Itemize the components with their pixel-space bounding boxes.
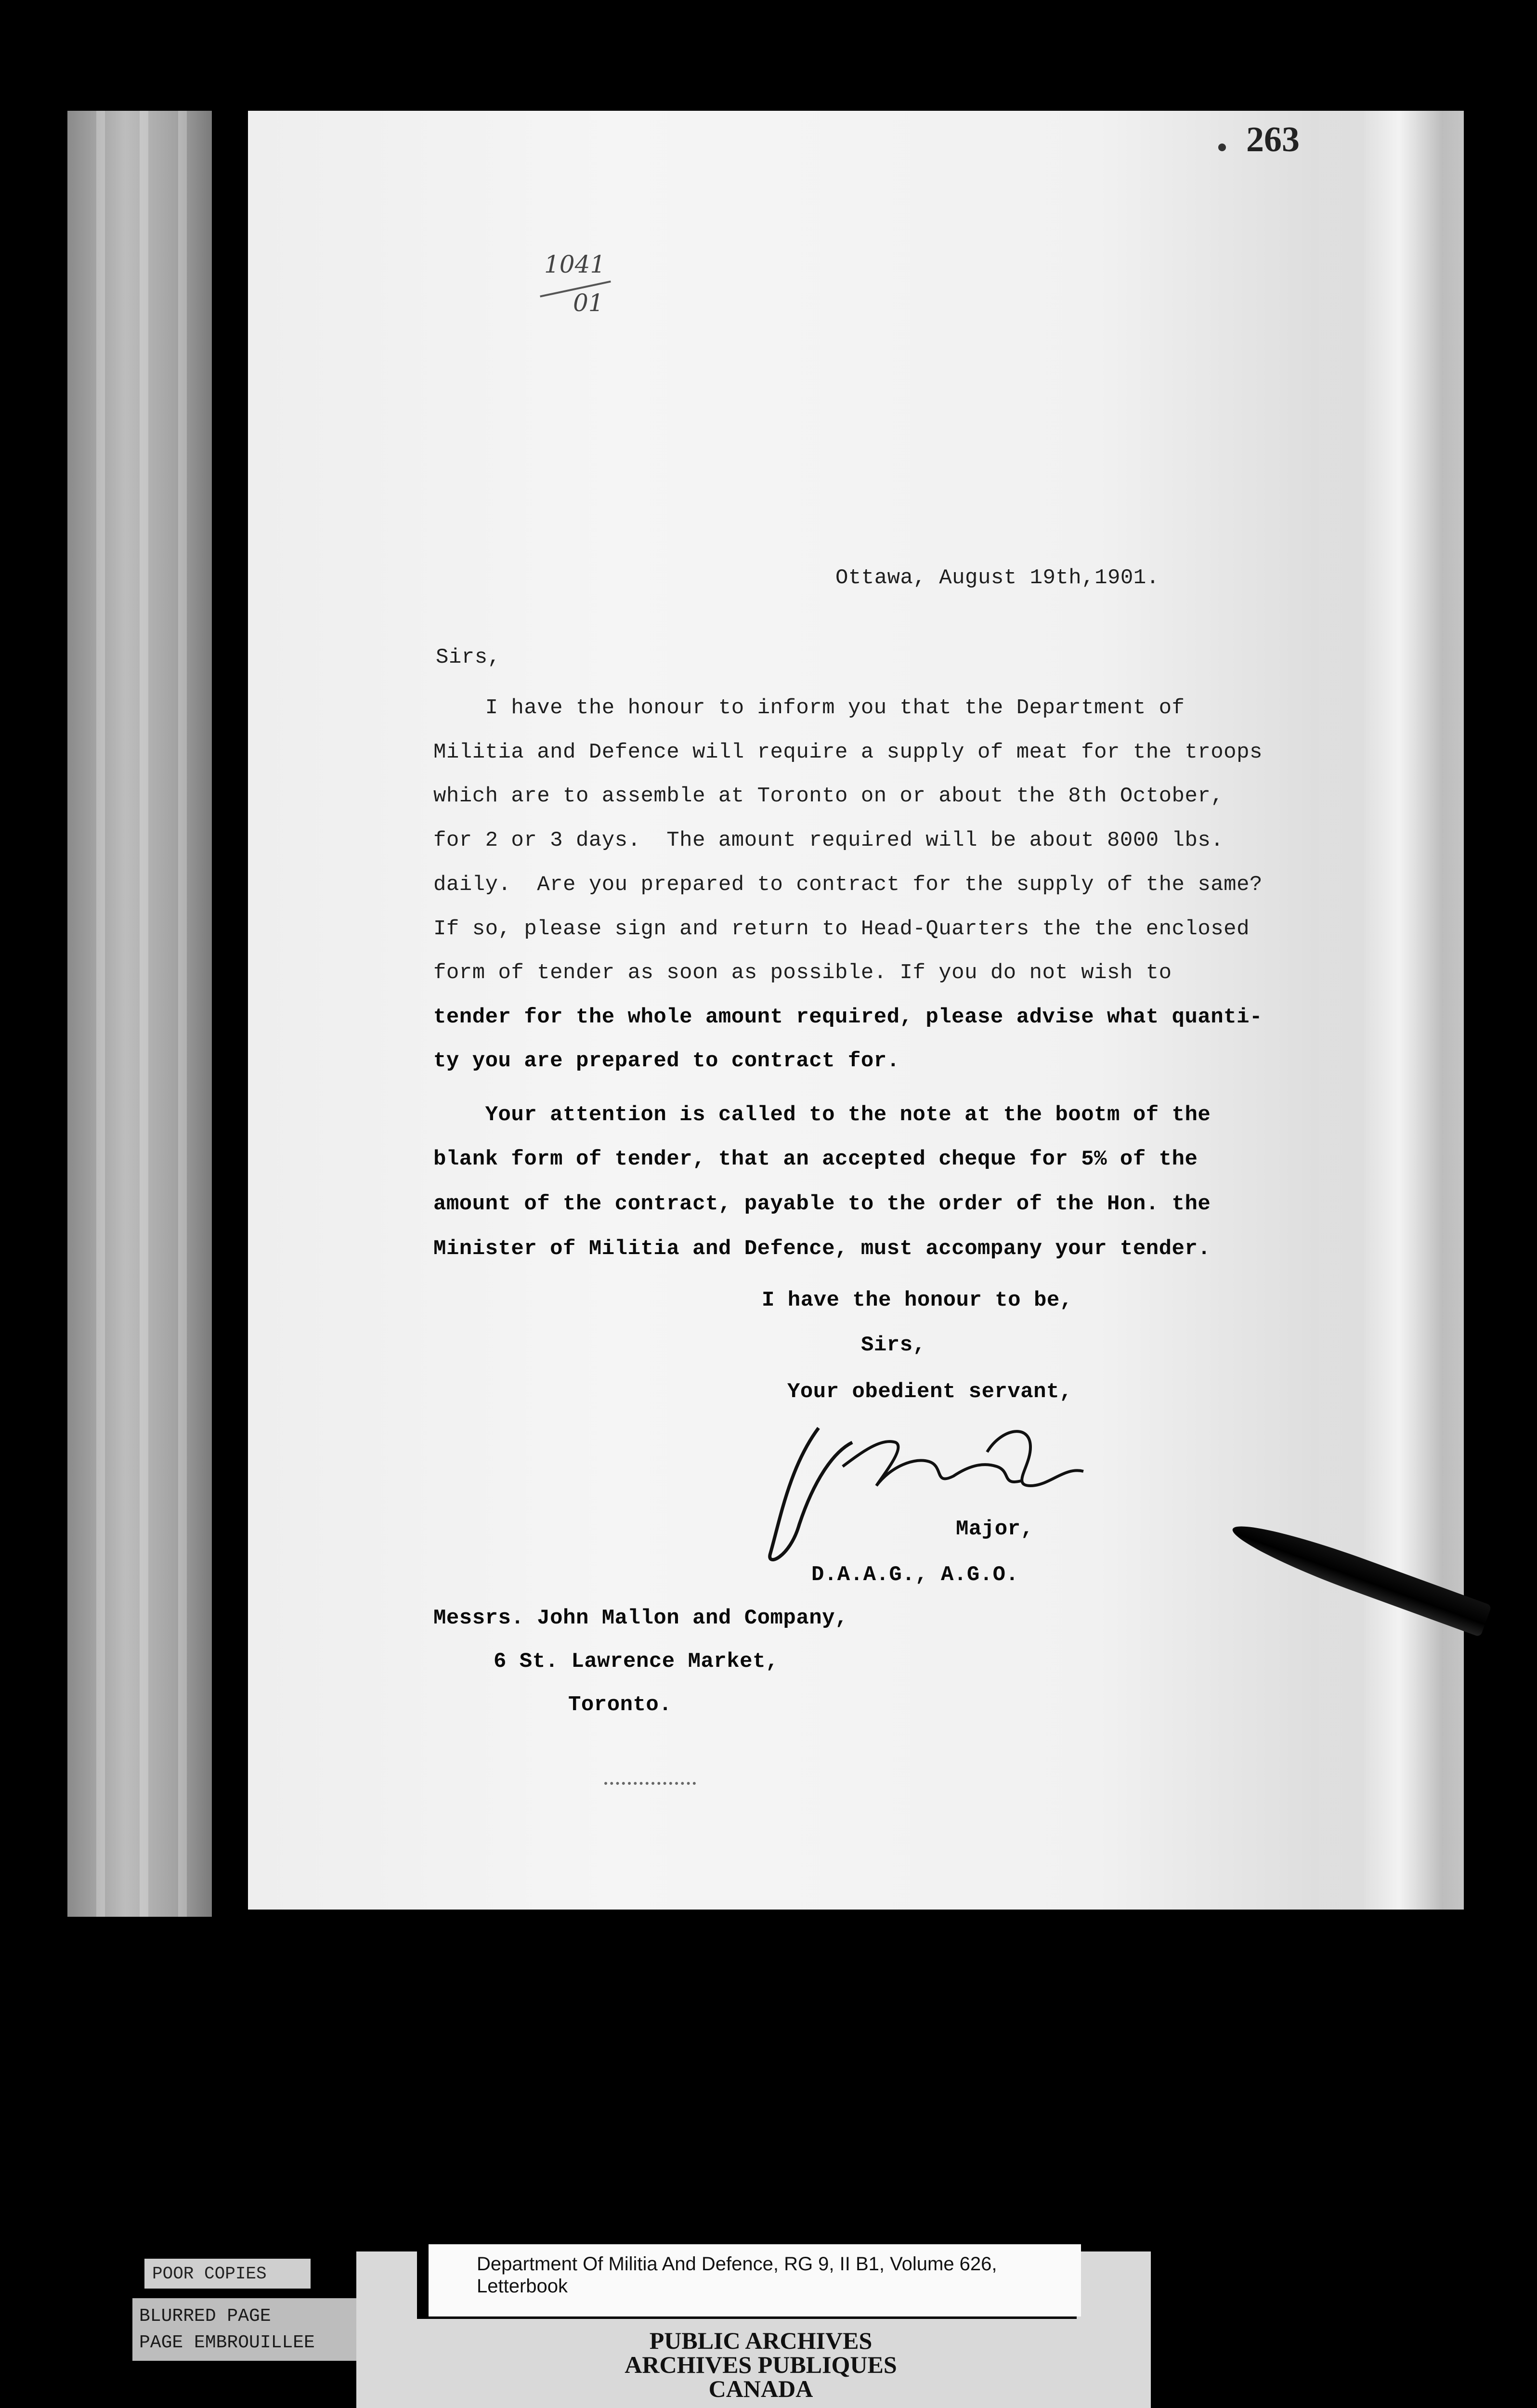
blurred-page-text: BLURRED PAGE xyxy=(139,2306,271,2327)
body-line: If so, please sign and return to Head-Quarters the the enclosed xyxy=(433,917,1250,941)
body-line: Militia and Defence will require a supply of meat for the troops xyxy=(433,740,1263,764)
blurred-page-label xyxy=(132,2298,356,2361)
left-page-edge xyxy=(67,111,212,1917)
end-dash-mark xyxy=(604,1782,696,1790)
handwritten-signature xyxy=(761,1409,1098,1563)
pencil-note-top: 1041 xyxy=(544,250,606,278)
address-line: Messrs. John Mallon and Company, xyxy=(433,1606,848,1630)
citation-line: Letterbook xyxy=(477,2276,568,2297)
page-embrouillee-text: PAGE EMBROUILLEE xyxy=(139,2332,315,2353)
archives-stamp xyxy=(520,2329,1002,2401)
body-line: tender for the whole amount required, please advise what quanti- xyxy=(433,1005,1263,1029)
body-line: which are to assemble at Toronto on or about the 8th October, xyxy=(433,784,1224,808)
closing-line: Sirs, xyxy=(861,1333,926,1357)
archives-fr: ARCHIVES PUBLIQUES xyxy=(625,2351,897,2378)
pencil-annotation xyxy=(539,250,636,323)
address-line: 6 St. Lawrence Market, xyxy=(494,1649,779,1674)
body-line: form of tender as soon as possible. If you do not wish to xyxy=(433,961,1172,985)
signatory-office: D.A.A.G., A.G.O. xyxy=(811,1563,1019,1587)
body-line: Your attention is called to the note at the bootm of the xyxy=(433,1103,1211,1127)
page-curl-shadow xyxy=(1319,111,1464,1910)
citation-box xyxy=(429,2244,1081,2316)
letter-date: Ottawa, August 19th,1901. xyxy=(835,566,1159,590)
body-line: for 2 or 3 days. The amount required will be about 8000 lbs. xyxy=(433,828,1224,852)
page-number: 263 xyxy=(1246,120,1300,159)
closing-line: I have the honour to be, xyxy=(762,1288,1073,1312)
pencil-note-bottom: 01 xyxy=(573,289,604,317)
citation-line: Department Of Militia And Defence, RG 9, II B1, Volume 626, xyxy=(477,2253,997,2275)
body-line: I have the honour to inform you that the Department of xyxy=(433,696,1185,720)
salutation: Sirs, xyxy=(436,645,501,669)
signatory-rank: Major, xyxy=(956,1517,1034,1541)
address-line: Toronto. xyxy=(568,1693,672,1717)
closing-line: Your obedient servant, xyxy=(787,1380,1072,1404)
archives-country: CANADA xyxy=(708,2375,813,2402)
ink-dot xyxy=(1218,144,1226,151)
archives-en: PUBLIC ARCHIVES xyxy=(649,2327,873,2354)
body-line: daily. Are you prepared to contract for the supply of the same? xyxy=(433,873,1263,897)
body-line: Minister of Militia and Defence, must accompany your tender. xyxy=(433,1237,1211,1261)
poor-copies-label: POOR COPIES xyxy=(144,2259,311,2289)
body-line: amount of the contract, payable to the order of the Hon. the xyxy=(433,1192,1211,1216)
body-line: blank form of tender, that an accepted cheque for 5% of the xyxy=(433,1147,1198,1171)
body-line: ty you are prepared to contract for. xyxy=(433,1049,900,1073)
